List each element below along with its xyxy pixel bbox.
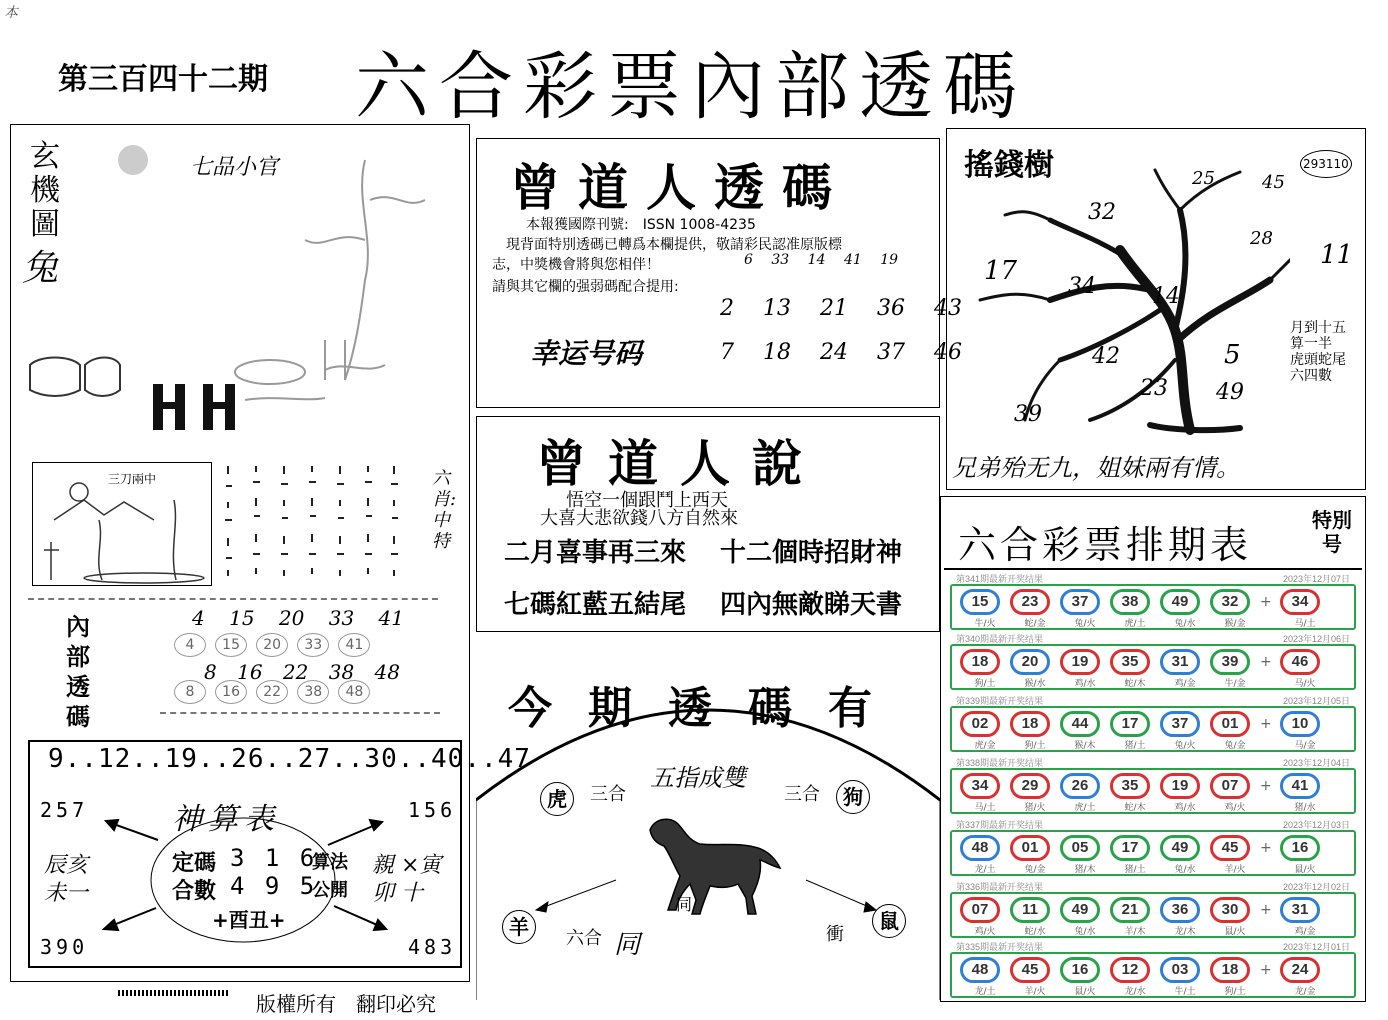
- vertical-note: 六肖:中特: [432, 468, 457, 552]
- dingma-digits: 3 1 6: [230, 844, 318, 872]
- zodiac: 羊/火: [1224, 865, 1246, 875]
- zodiac: 兔/水: [1174, 865, 1196, 875]
- num: 41: [843, 252, 862, 268]
- dingma-label: 定碼: [172, 851, 217, 876]
- number-ball: 35: [1110, 773, 1150, 799]
- number-ball: 02: [960, 711, 1000, 737]
- zodiac: 牛/火: [974, 619, 996, 629]
- special-label: 特別号: [1312, 508, 1352, 556]
- number-ball: 15: [960, 589, 1000, 615]
- zodiac: 蛇/水: [1024, 927, 1046, 937]
- result-date: 2023年12月05日: [1282, 696, 1350, 706]
- zodiac: 鼠/火: [1224, 927, 1246, 937]
- circled-number: 38: [297, 680, 329, 704]
- circled-number: 4: [174, 633, 206, 657]
- inner-row1-top: [192, 606, 404, 630]
- result-date: 2023年12月06日: [1282, 634, 1350, 644]
- number-ball: 05: [1060, 835, 1100, 861]
- result-row: [950, 818, 1356, 878]
- plus-sign: +: [1260, 716, 1272, 732]
- inner-row2-circles: [174, 680, 374, 704]
- zodiac: 马/土: [1294, 619, 1316, 629]
- zodiac: 鸡/火: [1224, 803, 1246, 813]
- special-ball: 16: [1280, 835, 1320, 861]
- zodiac: 虎/金: [974, 741, 996, 751]
- zodiac: 虎/土: [1074, 803, 1096, 813]
- circled-number: 41: [338, 633, 370, 657]
- result-head: 第340期最新开奖结果: [956, 634, 1044, 644]
- number-ball: 12: [1110, 957, 1150, 983]
- zodiac: 兔/火: [1174, 741, 1196, 751]
- notice-line: 請與其它欄的强弱碼配合提用:: [492, 279, 679, 295]
- circled-number: 22: [256, 680, 288, 704]
- number-ball: 23: [1010, 589, 1050, 615]
- horse-mark: 同: [676, 895, 693, 914]
- number-ball: 19: [1060, 649, 1100, 675]
- zodiac: 蛇/木: [1124, 679, 1146, 689]
- circled-number: 15: [215, 633, 247, 657]
- tree-number: 32: [1088, 200, 1116, 225]
- result-date: 2023年12月02日: [1282, 882, 1350, 892]
- scene-drawing: [34, 480, 210, 584]
- inner-row1-circles: [174, 633, 374, 657]
- zodiac: 龙/水: [1124, 987, 1146, 997]
- tree-code: 293110: [1300, 150, 1352, 178]
- zodiac: 蛇/金: [1024, 619, 1046, 629]
- zodiac: 兔/金: [1224, 741, 1246, 751]
- verse-1: 悟空一個跟鬥上西天: [566, 490, 728, 511]
- horse-icon: [640, 810, 790, 920]
- gongkai-label: 公開: [312, 880, 348, 901]
- tong-label: 同: [614, 930, 641, 960]
- zodiac: 猴/水: [1024, 679, 1046, 689]
- circled-number: 20: [256, 633, 288, 657]
- schedule-title-rule: [944, 568, 1362, 570]
- number-ball: 29: [1010, 773, 1050, 799]
- tree-number: 17: [984, 256, 1018, 286]
- bottom-tag: +酉丑+: [212, 908, 286, 932]
- number-ball: 44: [1060, 711, 1100, 737]
- number-ball: 36: [1160, 897, 1200, 923]
- corner-number-tl: 257: [40, 798, 89, 822]
- special-ball: 10: [1280, 711, 1320, 737]
- zodiac: 牛/金: [1224, 679, 1246, 689]
- zodiac: 马/火: [1294, 679, 1316, 689]
- plus-sign: +: [1260, 902, 1272, 918]
- plus-sign: +: [1260, 840, 1272, 856]
- number-ball: 45: [1010, 957, 1050, 983]
- num: 33: [771, 252, 790, 268]
- xuanji-title: 玄機圖: [30, 139, 60, 242]
- result-row: [950, 940, 1356, 1000]
- poem-left-2: 七碼紅藍五結尾: [504, 590, 687, 620]
- poem-right-2: 四內無敵睇天書: [720, 590, 903, 620]
- special-ball: 34: [1280, 589, 1320, 615]
- number-ball: 03: [1160, 957, 1200, 983]
- result-head: 第338期最新开奖结果: [956, 758, 1044, 768]
- special-ball: 46: [1280, 649, 1320, 675]
- number-ball: 48: [960, 957, 1000, 983]
- zodiac: 狗/土: [974, 679, 996, 689]
- result-head: 第339期最新开奖结果: [956, 696, 1044, 706]
- corner-number-bl: 390: [40, 935, 89, 959]
- sanhe-left: 三合: [590, 784, 626, 805]
- zodiac: 猪/火: [1024, 803, 1046, 813]
- number-ball: 38: [1110, 589, 1150, 615]
- num: 8: [204, 660, 217, 684]
- yang-badge: 羊: [502, 910, 536, 944]
- result-head: 第337期最新开奖结果: [956, 820, 1044, 830]
- num: 20: [278, 606, 305, 630]
- plus-sign: +: [1260, 654, 1272, 670]
- number-ball: 49: [1160, 835, 1200, 861]
- tree-number: 39: [1014, 402, 1042, 427]
- number-ball: 39: [1210, 649, 1250, 675]
- tree-number: 25: [1192, 168, 1215, 189]
- tree-drawing: [950, 160, 1290, 450]
- number-ball: 18: [960, 649, 1000, 675]
- number-ball: 26: [1060, 773, 1100, 799]
- zodiac: 猴/木: [1074, 741, 1096, 751]
- plus-sign: +: [1260, 778, 1272, 794]
- dashed-divider: [160, 712, 440, 714]
- tree-number: 11: [1320, 240, 1354, 270]
- zodiac: 马/土: [974, 803, 996, 813]
- tree-title: 搖錢樹: [964, 148, 1054, 183]
- result-row: [950, 632, 1356, 692]
- tree-number: 49: [1216, 380, 1244, 405]
- number-ball: 18: [1010, 711, 1050, 737]
- zodiac: 兔/水: [1174, 619, 1196, 629]
- dashed-divider: [28, 598, 438, 600]
- number-ball: 48: [960, 835, 1000, 861]
- special-ball: 24: [1280, 957, 1320, 983]
- result-date: 2023年12月03日: [1282, 820, 1350, 830]
- small-numbers: [744, 252, 898, 268]
- num: 2: [720, 296, 734, 321]
- result-row: [950, 880, 1356, 940]
- hu-badge: 虎: [540, 782, 574, 816]
- corner-mark: 本: [4, 5, 18, 21]
- corner-number-br: 483: [408, 935, 457, 959]
- poem-right-1: 十二個時招財神: [720, 538, 903, 568]
- zodiac: 鸡/金: [1294, 927, 1316, 937]
- circled-number: 8: [174, 680, 206, 704]
- zodiac: 龙/金: [1294, 987, 1316, 997]
- main-title: 六合彩票內部透碼: [355, 44, 1027, 130]
- notice-line: 本報獲國際刊號: ISSN 1008-4235: [526, 217, 756, 233]
- result-row: [950, 694, 1356, 754]
- number-ball: 32: [1210, 589, 1250, 615]
- row-numbers-1: [720, 296, 962, 321]
- tree-bottom-note: 兄弟殆无九，姐妹兩有情。: [952, 454, 1240, 482]
- tree-number: 28: [1250, 228, 1273, 249]
- tree-side-note: 月到十五算一半 虎頭蛇尾六四數: [1290, 320, 1346, 384]
- xuanji-sketch: [25, 140, 455, 440]
- zodiac: 鸡/水: [1174, 803, 1196, 813]
- num: 15: [229, 606, 255, 630]
- num: 33: [328, 606, 355, 630]
- zodiac: 龙/土: [974, 987, 996, 997]
- circled-number: 33: [297, 633, 329, 657]
- heshu-digits: 4 9 5: [230, 872, 318, 900]
- notice-line: 現背面特別透碼已轉爲本欄提供，敬請彩民認准原版標: [492, 237, 842, 253]
- xuanji-char: 兔: [22, 248, 59, 289]
- number-ball: 17: [1110, 711, 1150, 737]
- zodiac: 龙/木: [1174, 927, 1196, 937]
- num: 16: [237, 660, 263, 684]
- copyright: 版權所有 翻印必究: [256, 992, 436, 1016]
- zodiac: 兔/水: [1074, 927, 1096, 937]
- zodiac: 羊/木: [1124, 927, 1146, 937]
- zodiac: 鸡/水: [1074, 679, 1096, 689]
- tree-number: 5: [1224, 340, 1241, 370]
- chong-label: 衝: [826, 924, 844, 945]
- result-head: 第341期最新开奖结果: [956, 574, 1044, 584]
- num: 43: [934, 296, 962, 321]
- shu-badge: 鼠: [872, 904, 906, 938]
- number-ball: 21: [1110, 897, 1150, 923]
- tree-number: 23: [1140, 376, 1168, 401]
- circled-number: 16: [215, 680, 247, 704]
- zodiac: 鸡/金: [1174, 679, 1196, 689]
- number-ball: 11: [1010, 897, 1050, 923]
- result-date: 2023年12月01日: [1282, 942, 1350, 952]
- tree-number: 42: [1092, 344, 1120, 369]
- num: 13: [763, 296, 791, 321]
- num: 41: [378, 606, 404, 630]
- number-ball: 31: [1160, 649, 1200, 675]
- special-ball: 31: [1280, 897, 1320, 923]
- verse-2: 大喜大悲欲錢八方自然來: [540, 508, 738, 529]
- vertical-script-columns: [218, 458, 438, 588]
- zodiac: 猪/水: [1294, 803, 1316, 813]
- lucky-label: 幸运号码: [530, 337, 643, 370]
- result-row: [950, 572, 1356, 632]
- zodiac: 蛇/木: [1124, 803, 1146, 813]
- zdr-title: 曾道人透碼: [510, 158, 850, 217]
- num: 38: [328, 660, 355, 684]
- result-date: 2023年12月07日: [1282, 574, 1350, 584]
- num: 14: [807, 252, 826, 268]
- zodiac: 兔/金: [1024, 865, 1046, 875]
- zodiac: 狗/土: [1224, 987, 1246, 997]
- zodiac: 牛/土: [1174, 987, 1196, 997]
- num: 7: [720, 340, 734, 365]
- num: 24: [820, 340, 848, 365]
- num: 48: [374, 660, 400, 684]
- suanfa-label: 算法: [312, 852, 348, 873]
- plus-sign: +: [1260, 962, 1272, 978]
- zodiac: 马/金: [1294, 741, 1316, 751]
- shensuan-title: 神算表: [172, 802, 280, 837]
- number-line: 9..12..19..26..27..30..40..47: [48, 744, 531, 774]
- tree-number: 34: [1068, 274, 1096, 299]
- result-head: 第336期最新开奖结果: [956, 882, 1044, 892]
- jinqi-title: 今期透碼有: [508, 683, 908, 734]
- number-ball: 01: [1010, 835, 1050, 861]
- number-ball: 16: [1060, 957, 1100, 983]
- number-ball: 34: [960, 773, 1000, 799]
- zodiac: 猴/金: [1224, 619, 1246, 629]
- number-ball: 37: [1060, 589, 1100, 615]
- zodiac: 龙/土: [974, 865, 996, 875]
- circled-number: 48: [338, 680, 370, 704]
- number-ball: 17: [1110, 835, 1150, 861]
- num: 46: [934, 340, 962, 365]
- zodiac: 羊/火: [1024, 987, 1046, 997]
- zodiac: 鼠/火: [1074, 987, 1096, 997]
- schedule-title: 六合彩票排期表: [958, 523, 1253, 567]
- number-ball: 01: [1210, 711, 1250, 737]
- picture-caption: 七品小官: [190, 155, 279, 180]
- number-ball: 35: [1110, 649, 1150, 675]
- says-title: 曾道人說: [536, 434, 824, 493]
- heshu-label: 合數: [172, 879, 217, 904]
- result-date: 2023年12月04日: [1282, 758, 1350, 768]
- num: 36: [877, 296, 905, 321]
- result-head: 第335期最新开奖结果: [956, 942, 1044, 952]
- left-hand-note: 辰亥 未一: [44, 853, 89, 906]
- row-numbers-2: [720, 340, 962, 365]
- plus-sign: +: [1260, 594, 1272, 610]
- gou-badge: 狗: [836, 780, 870, 814]
- number-ball: 49: [1160, 589, 1200, 615]
- inner-label: 內部透碼: [66, 612, 90, 731]
- result-row: [950, 756, 1356, 816]
- num: 18: [763, 340, 791, 365]
- number-ball: 07: [960, 897, 1000, 923]
- number-ball: 49: [1060, 897, 1100, 923]
- barcode: [118, 990, 228, 996]
- liuhe-label: 六合: [566, 928, 602, 949]
- num: 4: [192, 606, 205, 630]
- number-ball: 07: [1210, 773, 1250, 799]
- zodiac: 虎/土: [1124, 619, 1146, 629]
- poem-left-1: 二月喜事再三來: [504, 538, 687, 568]
- number-ball: 19: [1160, 773, 1200, 799]
- number-ball: 37: [1160, 711, 1200, 737]
- wuzhi-label: 五指成雙: [650, 764, 746, 792]
- zodiac: 鼠/火: [1294, 865, 1316, 875]
- zodiac: 猪/木: [1074, 865, 1096, 875]
- zodiac: 鸡/火: [974, 927, 996, 937]
- tree-number: 45: [1262, 172, 1285, 193]
- zodiac: 猪/土: [1124, 741, 1146, 751]
- number-ball: 30: [1210, 897, 1250, 923]
- num: 19: [880, 252, 899, 268]
- zodiac: 兔/火: [1074, 619, 1096, 629]
- zodiac: 狗/土: [1024, 741, 1046, 751]
- number-ball: 45: [1210, 835, 1250, 861]
- num: 37: [877, 340, 905, 365]
- number-ball: 18: [1210, 957, 1250, 983]
- scene-caption: 三刀兩中: [108, 472, 157, 486]
- num: 22: [282, 660, 309, 684]
- num: 21: [820, 296, 848, 321]
- number-ball: 20: [1010, 649, 1050, 675]
- zodiac: 猪/土: [1124, 865, 1146, 875]
- notice-line: 志，中獎機會將與您相伴！: [492, 257, 660, 273]
- special-ball: 41: [1280, 773, 1320, 799]
- sanhe-right: 三合: [784, 784, 820, 805]
- right-hand-note: 親 ×寅卯 十: [372, 853, 442, 906]
- corner-number-tr: 156: [408, 798, 457, 822]
- issue-number: 第三百四十二期: [58, 62, 268, 97]
- num: 6: [744, 252, 753, 268]
- tree-number: 14: [1152, 284, 1180, 309]
